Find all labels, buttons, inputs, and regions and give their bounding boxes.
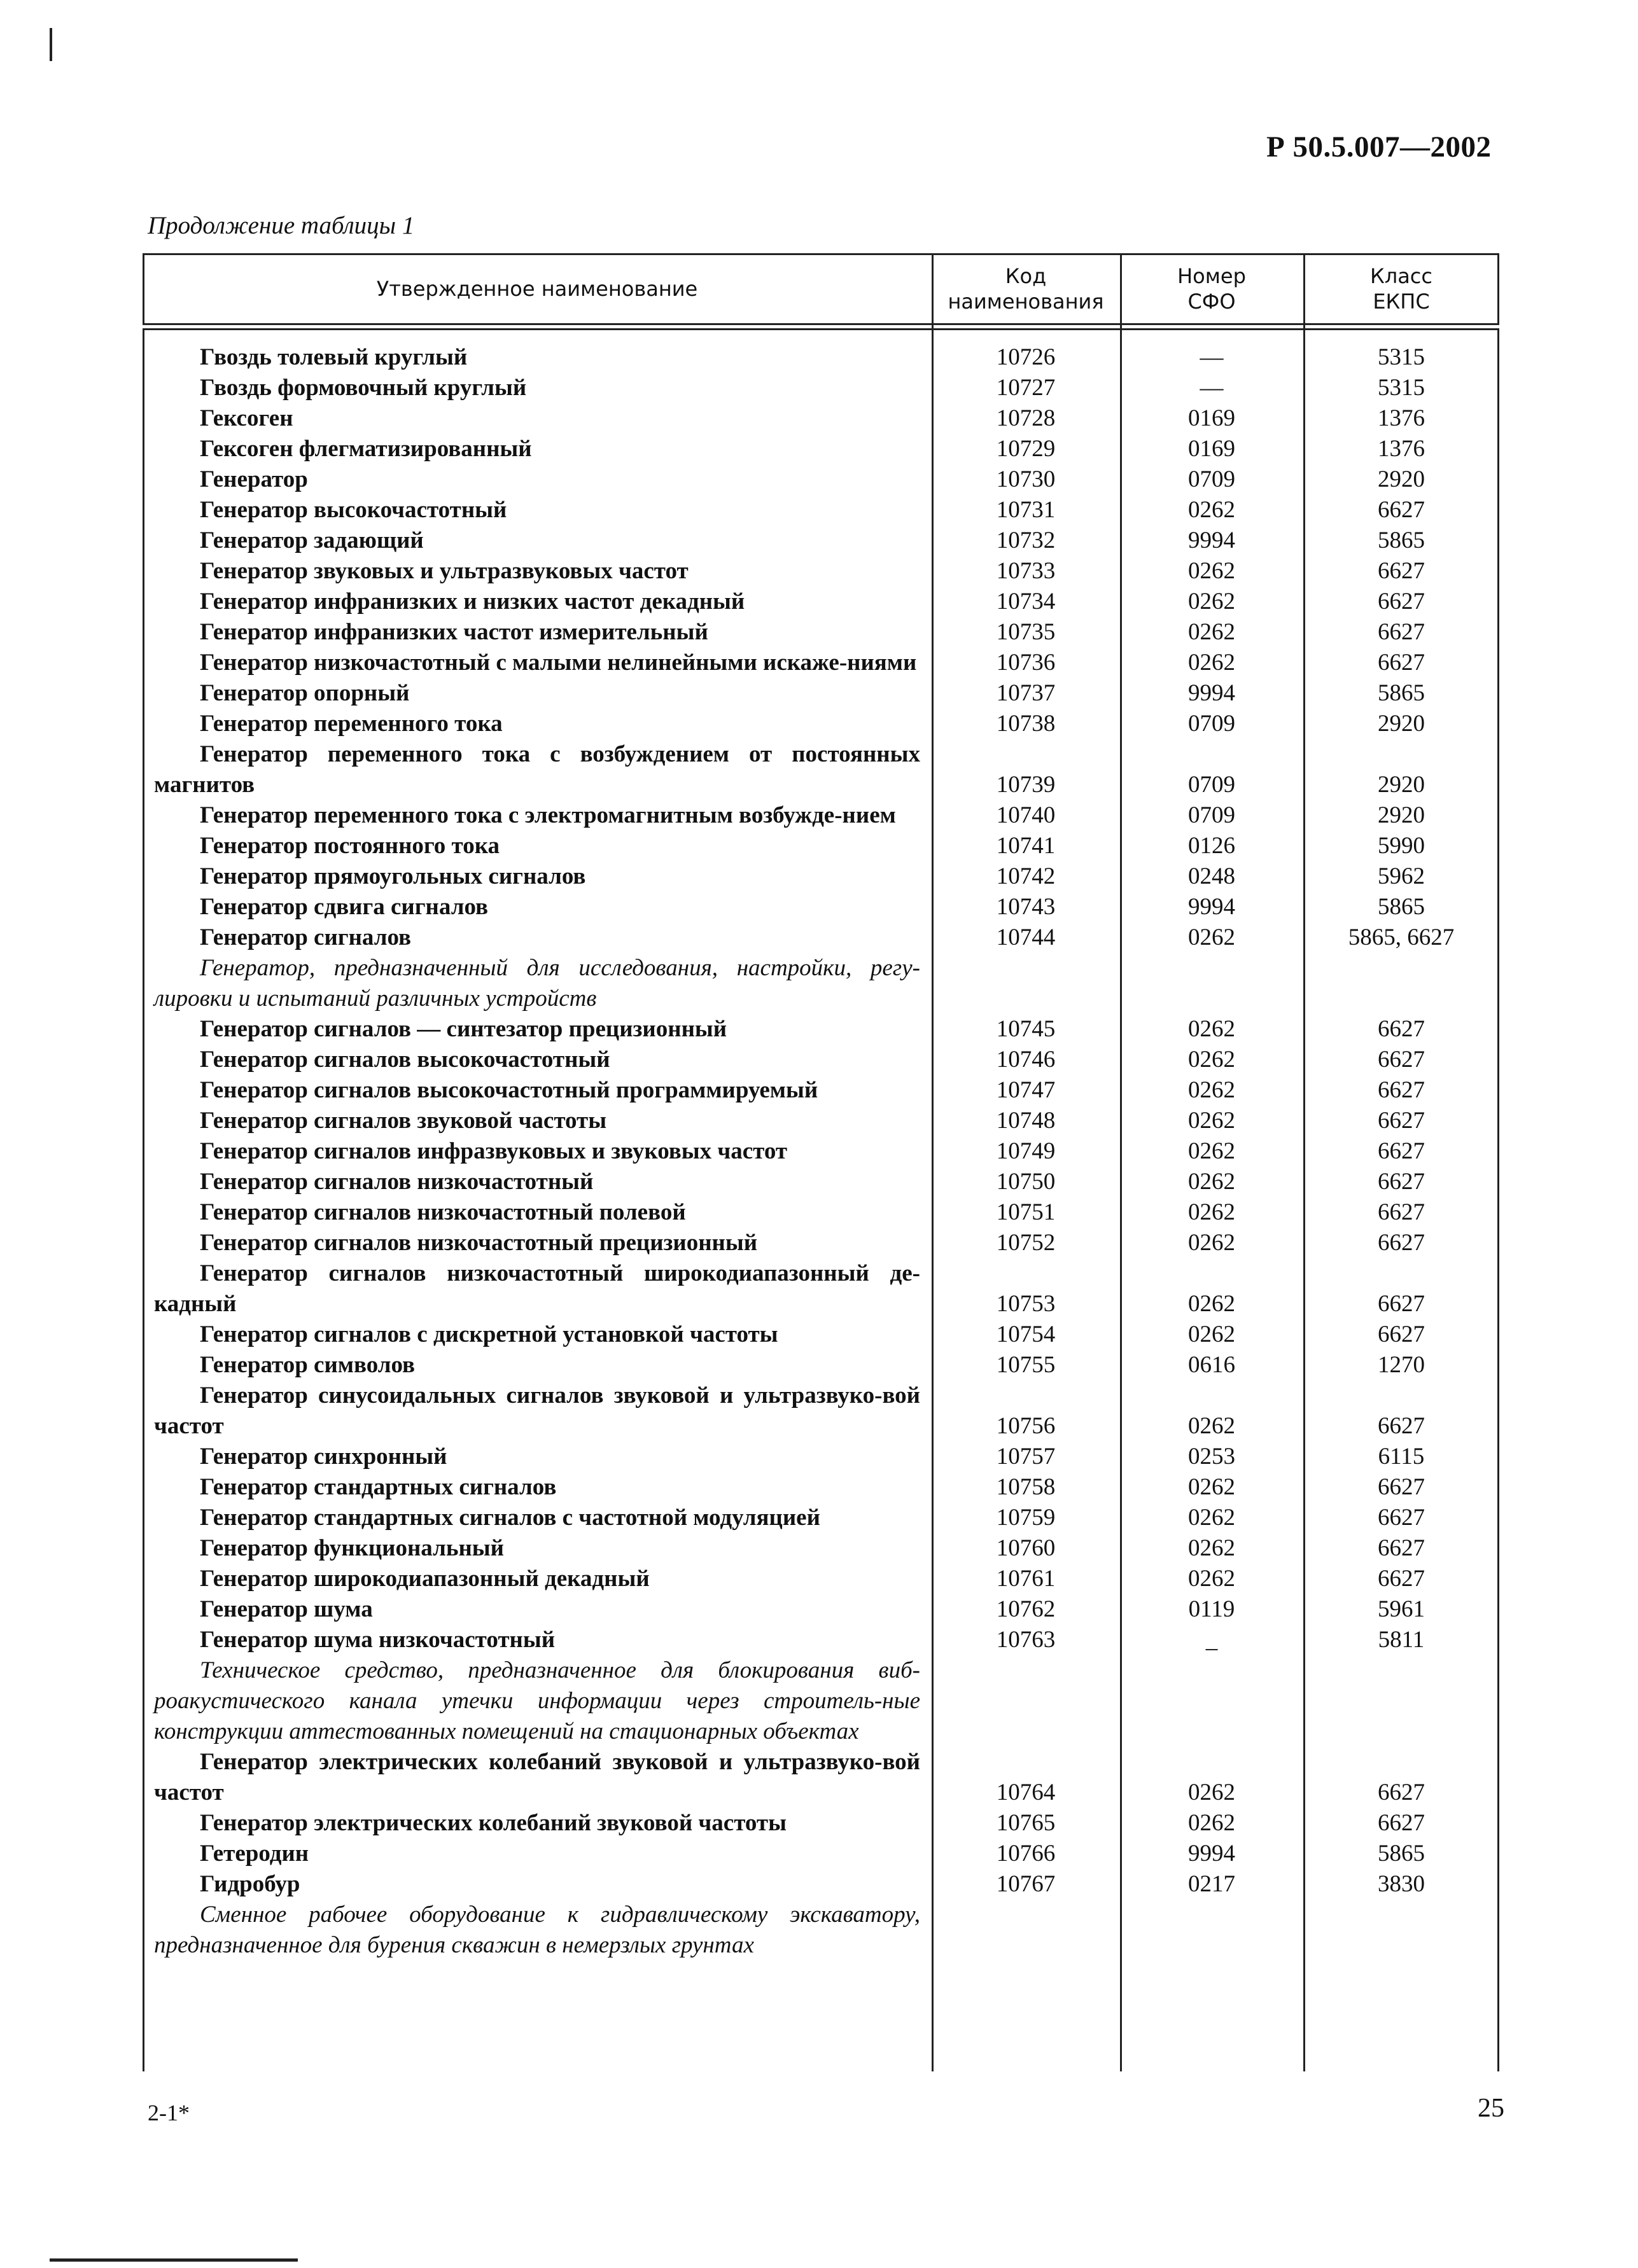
name-text: Генератор сигналов низкочастотный широкодиапазонный де-кадный	[154, 1260, 920, 1317]
item-ekps: 6627	[1378, 1108, 1425, 1134]
item-ekps: 2920	[1378, 466, 1425, 492]
item-code: 10763	[996, 1627, 1056, 1653]
table-row	[143, 648, 1499, 678]
item-sfo: 0262	[1188, 1413, 1235, 1439]
item-name	[143, 678, 932, 709]
item-code: 10743	[996, 894, 1056, 920]
item-ekps: 6627	[1378, 497, 1425, 523]
item-sfo: 0709	[1188, 466, 1235, 492]
name-text: Генератор символов	[200, 1352, 416, 1378]
name-text: Генератор синхронный	[200, 1444, 447, 1470]
name-text: Гвоздь формовочный круглый	[200, 375, 527, 401]
table-row	[143, 1869, 1499, 1900]
name-text: Гвоздь толевый круглый	[200, 344, 468, 370]
item-code: 10745	[996, 1016, 1056, 1042]
item-code: 10752	[996, 1230, 1056, 1256]
table-row	[143, 1319, 1499, 1350]
table-row	[143, 922, 1499, 953]
item-sfo: 0262	[1188, 1138, 1235, 1164]
item-sfo: 0709	[1188, 802, 1235, 828]
item-name	[143, 464, 932, 495]
item-code: 10756	[996, 1413, 1056, 1439]
item-ekps: 6627	[1378, 1138, 1425, 1164]
item-sfo: 0262	[1188, 1016, 1235, 1042]
name-text: Генератор инфранизких частот измерительный	[200, 619, 708, 645]
name-text: Гидробур	[200, 1871, 300, 1897]
item-name	[143, 892, 932, 922]
item-sfo: 0262	[1188, 650, 1235, 676]
table-row	[143, 617, 1499, 648]
table-header	[143, 253, 1499, 324]
item-ekps: 5315	[1378, 375, 1425, 401]
table-row	[143, 1197, 1499, 1228]
table-row	[143, 1594, 1499, 1625]
item-ekps: 6627	[1378, 1016, 1425, 1042]
item-code: 10744	[996, 924, 1056, 950]
name-text: Генератор высокочастотный	[200, 497, 507, 523]
table-row	[143, 1472, 1499, 1503]
item-sfo: 0262	[1188, 1779, 1235, 1805]
item-sfo: 0217	[1188, 1871, 1235, 1897]
item-sfo: 0262	[1188, 619, 1235, 645]
table-row	[143, 1106, 1499, 1136]
column-header-ekps: Класс ЕКПС	[1370, 264, 1432, 314]
header-rule-2	[143, 328, 1499, 330]
item-sfo: 0248	[1188, 863, 1235, 889]
item-name	[143, 373, 932, 403]
item-name	[143, 587, 932, 617]
item-name	[143, 1503, 932, 1533]
name-text: Генератор низкочастотный с малыми нелинейными искаже-ниями	[200, 650, 917, 676]
item-sfo: 9994	[1188, 894, 1235, 920]
name-text: Генератор шума низкочастотный	[200, 1627, 556, 1653]
item-code: 10738	[996, 711, 1056, 737]
item-sfo: 0262	[1188, 497, 1235, 523]
item-code: 10726	[996, 344, 1056, 370]
item-code: 10765	[996, 1810, 1056, 1836]
name-text: Генератор звуковых и ультразвуковых частот	[200, 558, 689, 584]
name-text: Генератор сдвига сигналов	[200, 894, 489, 920]
item-sfo: 0262	[1188, 924, 1235, 950]
item-ekps: 6627	[1378, 1566, 1425, 1592]
item-ekps: 6627	[1378, 1535, 1425, 1561]
item-name	[143, 1381, 932, 1442]
name-text: Генератор сигналов низкочастотный прецизионный	[200, 1230, 758, 1256]
name-text: Генератор сигналов высокочастотный	[200, 1047, 610, 1073]
item-sfo: 0262	[1188, 1321, 1235, 1347]
name-text: Генератор шума	[200, 1596, 373, 1622]
item-name	[143, 1808, 932, 1839]
item-ekps: 5315	[1378, 344, 1425, 370]
item-name	[143, 1869, 932, 1900]
item-code: 10755	[996, 1352, 1056, 1378]
item-sfo: 9994	[1188, 1840, 1235, 1867]
item-ekps: 6627	[1378, 558, 1425, 584]
item-code: 10761	[996, 1566, 1056, 1592]
item-name	[143, 1839, 932, 1869]
item-ekps: 6627	[1378, 1474, 1425, 1500]
name-text: Генератор, предназначенный для исследования, настройки, регу-лировки и испытаний различных устройств	[154, 955, 920, 1012]
column-header-code: Код наименования	[948, 264, 1104, 314]
item-sfo: 0253	[1188, 1444, 1235, 1470]
item-code: 10746	[996, 1047, 1056, 1073]
classification-table	[143, 253, 1499, 2071]
name-text: Генератор	[200, 466, 308, 492]
note-text	[143, 953, 932, 1014]
item-ekps: 5865	[1378, 894, 1425, 920]
table-row	[143, 434, 1499, 464]
name-text: Генератор переменного тока с возбуждением от постоянных магнитов	[154, 741, 920, 798]
table-row	[143, 739, 1499, 800]
item-name	[143, 1167, 932, 1197]
name-text: Сменное рабочее оборудование к гидравлическому экскаватору, предназначенное для бурения скважин в немерзлых грунтах	[154, 1902, 920, 1958]
item-sfo: 0262	[1188, 588, 1235, 615]
item-ekps: 6627	[1378, 1505, 1425, 1531]
item-ekps: 2920	[1378, 772, 1425, 798]
item-ekps: 5865	[1378, 1840, 1425, 1867]
item-name	[143, 1319, 932, 1350]
table-row	[143, 831, 1499, 861]
item-ekps: 5961	[1378, 1596, 1425, 1622]
item-ekps: 6627	[1378, 619, 1425, 645]
item-sfo: 0126	[1188, 833, 1235, 859]
item-ekps: 6627	[1378, 1230, 1425, 1256]
table-row	[143, 1228, 1499, 1258]
item-sfo: 0262	[1188, 558, 1235, 584]
table-row	[143, 1258, 1499, 1319]
item-name	[143, 1472, 932, 1503]
item-code: 10757	[996, 1444, 1056, 1470]
table-row	[143, 342, 1499, 373]
item-ekps: 6627	[1378, 1077, 1425, 1103]
name-text: Генератор постоянного тока	[200, 833, 500, 859]
item-sfo: 0262	[1188, 1535, 1235, 1561]
table-row	[143, 1167, 1499, 1197]
item-name	[143, 1350, 932, 1381]
table-row	[143, 1136, 1499, 1167]
table-row	[143, 861, 1499, 892]
item-code: 10730	[996, 466, 1056, 492]
name-text: Техническое средство, предназначенное для блокирования виб-роакустического канала утечки информации через строитель-ные конструкции аттестованных помещений на стационарных объектах	[154, 1657, 920, 1744]
name-text: Генератор стандартных сигналов	[200, 1474, 557, 1500]
table-caption: Продолжение таблицы 1	[148, 212, 415, 239]
table-row	[143, 1442, 1499, 1472]
item-code: 10736	[996, 650, 1056, 676]
item-name	[143, 800, 932, 831]
name-text: Генератор сигналов звуковой частоты	[200, 1108, 607, 1134]
table-row	[143, 1625, 1499, 1655]
item-code: 10759	[996, 1505, 1056, 1531]
item-name	[143, 1594, 932, 1625]
name-text: Генератор переменного тока с электромагнитным возбужде-нием	[200, 802, 896, 828]
item-ekps: 5962	[1378, 863, 1425, 889]
item-code: 10735	[996, 619, 1056, 645]
page-number: 25	[1478, 2094, 1504, 2123]
document-code: Р 50.5.007—2002	[1266, 130, 1492, 163]
item-name	[143, 1014, 932, 1045]
item-ekps: 6627	[1378, 1810, 1425, 1836]
item-sfo: 0262	[1188, 1199, 1235, 1225]
item-sfo: 0262	[1188, 1505, 1235, 1531]
item-code: 10727	[996, 375, 1056, 401]
item-code: 10739	[996, 772, 1056, 798]
item-code: 10737	[996, 680, 1056, 706]
table-row	[143, 800, 1499, 831]
table-row	[143, 1564, 1499, 1594]
name-text: Гексоген флегматизированный	[200, 436, 532, 462]
table-row	[143, 1350, 1499, 1381]
item-ekps: 1376	[1378, 405, 1425, 431]
name-text: Генератор прямоугольных сигналов	[200, 863, 586, 889]
item-ekps: 6627	[1378, 650, 1425, 676]
table-row	[143, 892, 1499, 922]
item-ekps: 5865	[1378, 527, 1425, 553]
item-ekps: 2920	[1378, 711, 1425, 737]
item-sfo: 0709	[1188, 711, 1235, 737]
item-sfo: 0616	[1188, 1352, 1235, 1378]
item-sfo: 0262	[1188, 1566, 1235, 1592]
item-sfo: 0262	[1188, 1108, 1235, 1134]
item-ekps: 6627	[1378, 1169, 1425, 1195]
item-sfo: 0262	[1188, 1291, 1235, 1317]
item-sfo: 0262	[1188, 1169, 1235, 1195]
item-name	[143, 1136, 932, 1167]
item-sfo: —	[1200, 375, 1224, 401]
name-text: Генератор сигналов высокочастотный программируемый	[200, 1077, 818, 1103]
name-text: Генератор опорный	[200, 680, 410, 706]
item-name	[143, 1258, 932, 1319]
item-sfo: 0262	[1188, 1230, 1235, 1256]
item-name	[143, 1106, 932, 1136]
item-sfo: 0169	[1188, 436, 1235, 462]
item-name	[143, 525, 932, 556]
item-name	[143, 1564, 932, 1594]
table-row	[143, 587, 1499, 617]
item-code: 10733	[996, 558, 1056, 584]
item-name	[143, 1197, 932, 1228]
item-sfo: 0262	[1188, 1047, 1235, 1073]
item-name	[143, 1228, 932, 1258]
table-row	[143, 1808, 1499, 1839]
name-text: Гексоген	[200, 405, 293, 431]
name-text: Генератор широкодиапазонный декадный	[200, 1566, 650, 1592]
item-ekps: 5811	[1378, 1627, 1425, 1653]
name-text: Гетеродин	[200, 1840, 309, 1867]
table-row	[143, 709, 1499, 739]
item-code: 10728	[996, 405, 1056, 431]
scan-margin-mark	[50, 28, 52, 61]
item-name	[143, 861, 932, 892]
item-name	[143, 1045, 932, 1075]
name-text: Генератор электрических колебаний звуковой частоты	[200, 1810, 787, 1836]
item-code: 10734	[996, 588, 1056, 615]
name-text: Генератор инфранизких и низких частот декадный	[200, 588, 745, 615]
item-ekps: 1376	[1378, 436, 1425, 462]
item-name	[143, 1625, 932, 1655]
item-name	[143, 434, 932, 464]
table-row	[143, 403, 1499, 434]
name-text: Генератор сигналов — синтезатор прецизионный	[200, 1016, 727, 1042]
item-code: 10758	[996, 1474, 1056, 1500]
table-row	[143, 678, 1499, 709]
name-text: Генератор переменного тока	[200, 711, 503, 737]
table-body	[143, 342, 1499, 1961]
item-sfo: 0262	[1188, 1810, 1235, 1836]
name-text: Генератор электрических колебаний звуковой и ультразвуко-вой частот	[154, 1749, 920, 1805]
item-sfo: 0709	[1188, 772, 1235, 798]
item-name	[143, 1075, 932, 1106]
item-code: 10749	[996, 1138, 1056, 1164]
item-ekps: 6627	[1378, 1321, 1425, 1347]
item-ekps: 6627	[1378, 1291, 1425, 1317]
item-name	[143, 709, 932, 739]
item-name	[143, 495, 932, 525]
item-ekps: 1270	[1378, 1352, 1425, 1378]
table-row	[143, 525, 1499, 556]
item-sfo: _	[1205, 1627, 1218, 1653]
item-ekps: 5990	[1378, 833, 1425, 859]
item-name	[143, 739, 932, 800]
item-ekps: 6627	[1378, 1199, 1425, 1225]
name-text: Генератор сигналов низкочастотный	[200, 1169, 594, 1195]
item-code: 10748	[996, 1108, 1056, 1134]
column-header-name: Утвержденное наименование	[376, 277, 698, 301]
item-code: 10740	[996, 802, 1056, 828]
item-name	[143, 831, 932, 861]
name-text: Генератор сигналов с дискретной установкой частоты	[200, 1321, 778, 1347]
name-text: Генератор стандартных сигналов с частотной модуляцией	[200, 1505, 820, 1531]
item-ekps: 3830	[1378, 1871, 1425, 1897]
item-ekps: 5865, 6627	[1348, 924, 1455, 950]
table-row	[143, 1533, 1499, 1564]
table-row	[143, 1503, 1499, 1533]
table-row	[143, 464, 1499, 495]
item-code: 10750	[996, 1169, 1056, 1195]
item-name	[143, 617, 932, 648]
item-code: 10732	[996, 527, 1056, 553]
table-note-row	[143, 953, 1499, 1014]
name-text: Генератор синусоидальных сигналов звуковой и ультразвуко-вой частот	[154, 1382, 920, 1439]
item-code: 10731	[996, 497, 1056, 523]
scan-bottom-rule	[50, 2258, 298, 2262]
item-code: 10762	[996, 1596, 1056, 1622]
item-ekps: 6627	[1378, 1779, 1425, 1805]
name-text: Генератор задающий	[200, 527, 424, 553]
name-text: Генератор сигналов	[200, 924, 412, 950]
table-row	[143, 1747, 1499, 1808]
item-name	[143, 1442, 932, 1472]
item-ekps: 6627	[1378, 1413, 1425, 1439]
table-row	[143, 1014, 1499, 1045]
footer-sheet-mark: 2-1*	[148, 2100, 190, 2125]
table-row	[143, 495, 1499, 525]
item-name	[143, 403, 932, 434]
item-code: 10741	[996, 833, 1056, 859]
item-name	[143, 556, 932, 587]
column-header-sfo: Номер СФО	[1177, 264, 1246, 314]
item-code: 10754	[996, 1321, 1056, 1347]
item-code: 10751	[996, 1199, 1056, 1225]
item-ekps: 2920	[1378, 802, 1425, 828]
note-text	[143, 1900, 932, 1961]
item-ekps: 6627	[1378, 1047, 1425, 1073]
table-note-row	[143, 1900, 1499, 1961]
item-code: 10764	[996, 1779, 1056, 1805]
item-sfo: 9994	[1188, 680, 1235, 706]
item-code: 10753	[996, 1291, 1056, 1317]
item-sfo: 0262	[1188, 1077, 1235, 1103]
item-code: 10729	[996, 436, 1056, 462]
item-name	[143, 922, 932, 953]
item-name	[143, 648, 932, 678]
item-name	[143, 342, 932, 373]
item-name	[143, 1533, 932, 1564]
table-row	[143, 1075, 1499, 1106]
name-text: Генератор сигналов инфразвуковых и звуковых частот	[200, 1138, 788, 1164]
note-text	[143, 1655, 932, 1747]
item-sfo: —	[1200, 344, 1224, 370]
item-code: 10747	[996, 1077, 1056, 1103]
table-note-row	[143, 1655, 1499, 1747]
item-ekps: 6627	[1378, 588, 1425, 615]
table-row	[143, 373, 1499, 403]
item-ekps: 5865	[1378, 680, 1425, 706]
item-sfo: 0169	[1188, 405, 1235, 431]
item-code: 10766	[996, 1840, 1056, 1867]
name-text: Генератор функциональный	[200, 1535, 504, 1561]
item-sfo: 0119	[1188, 1596, 1235, 1622]
item-code: 10742	[996, 863, 1056, 889]
item-code: 10760	[996, 1535, 1056, 1561]
item-sfo: 0262	[1188, 1474, 1235, 1500]
table-row	[143, 1381, 1499, 1442]
table-row	[143, 1045, 1499, 1075]
item-name	[143, 1747, 932, 1808]
table-row	[143, 1839, 1499, 1869]
item-ekps: 6115	[1378, 1444, 1425, 1470]
table-row	[143, 556, 1499, 587]
item-sfo: 9994	[1188, 527, 1235, 553]
name-text: Генератор сигналов низкочастотный полевой	[200, 1199, 686, 1225]
item-code: 10767	[996, 1871, 1056, 1897]
